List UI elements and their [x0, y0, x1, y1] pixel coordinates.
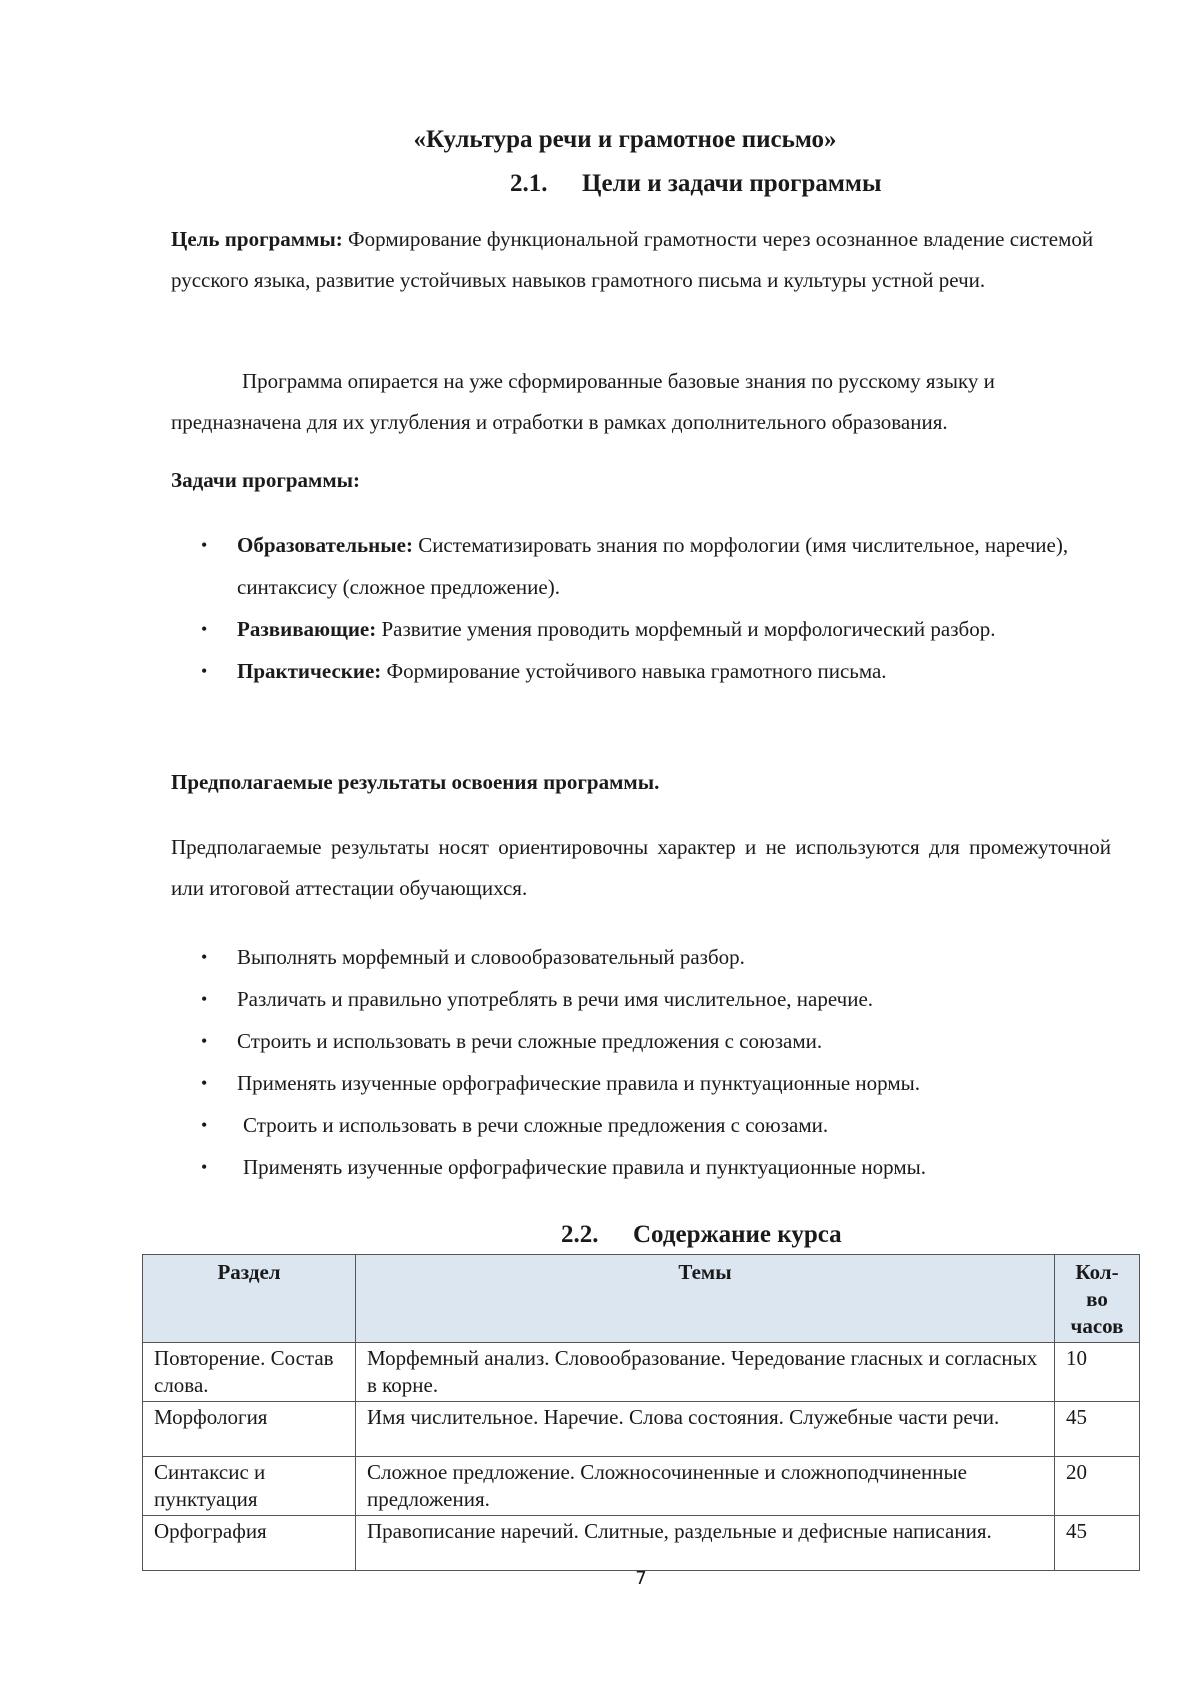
- task-text: Систематизировать знания по морфологии (имя числительное, наречие), синтаксису (сложное предложение).: [237, 533, 1069, 599]
- result-item: • Применять изученные орфографические правила и пунктуационные нормы.: [237, 1062, 1117, 1104]
- section-number: 2.2.: [561, 1221, 599, 1248]
- cell-hours: 20: [1055, 1457, 1140, 1516]
- bullet-icon: •: [201, 989, 208, 1009]
- cell-hours: 45: [1055, 1402, 1140, 1457]
- cell-topics: Сложное предложение. Сложносочиненные и сложноподчиненные предложения.: [356, 1457, 1055, 1516]
- task-text: Формирование устойчивого навыка грамотного письма.: [381, 659, 887, 683]
- task-item: [201, 608, 1117, 650]
- cell-section: Орфография: [143, 1516, 356, 1571]
- task-label: Образовательные:: [237, 533, 413, 557]
- table-row: [143, 1457, 1140, 1516]
- section-number: 2.1.: [510, 170, 548, 197]
- table-row: [143, 1516, 1140, 1571]
- task-label: Практические:: [237, 659, 382, 683]
- cell-section: Морфология: [143, 1402, 356, 1457]
- goal-text: Формирование функциональной грамотности через осознанное владение системой русского языка, развитие устойчивых навыков грамотного письма и культуры устной речи.: [171, 227, 1094, 292]
- bullet-icon: •: [201, 1157, 208, 1177]
- cell-section: Синтаксис и пунктуация: [143, 1457, 356, 1516]
- goal-label: Цель программы:: [171, 227, 343, 251]
- section-title: Цели и задачи программы: [582, 170, 882, 197]
- task-item: [201, 650, 1117, 692]
- result-item: • Применять изученные орфографические правила и пунктуационные нормы.: [237, 1146, 1117, 1188]
- page-number: 7: [635, 1568, 647, 1589]
- tasks-heading: Задачи программы:: [171, 468, 361, 492]
- results-heading: Предполагаемые результаты освоения программы.: [171, 770, 660, 794]
- cell-hours: 45: [1055, 1516, 1140, 1571]
- section-heading-2-1: [510, 170, 881, 198]
- bullet-icon: •: [201, 1031, 208, 1051]
- table-row: [143, 1402, 1140, 1457]
- result-item: • Строить и использовать в речи сложные предложения с союзами.: [237, 1104, 1117, 1146]
- basis-paragraph: Программа опирается на уже сформированные базовые знания по русскому языку и предназначена для их углубления и отработки в рамках дополнительного образования.: [171, 369, 995, 434]
- task-label: Развивающие:: [237, 617, 377, 641]
- tasks-list: [201, 524, 1117, 692]
- bullet-icon: •: [201, 535, 208, 555]
- table-row: [143, 1343, 1140, 1402]
- section-heading-2-2: [561, 1221, 842, 1249]
- cell-hours: 10: [1055, 1343, 1140, 1402]
- header-hours: Кол-во часов: [1055, 1255, 1140, 1343]
- document-title: «Культура речи и грамотное письмо»: [413, 126, 837, 153]
- cell-topics: Правописание наречий. Слитные, раздельные и дефисные написания.: [356, 1516, 1055, 1571]
- header-section: Раздел: [143, 1255, 356, 1343]
- course-content-table: [142, 1254, 1140, 1571]
- goal-paragraph: [171, 219, 1111, 301]
- bullet-icon: •: [201, 661, 208, 681]
- task-item: [201, 524, 1117, 608]
- cell-topics: Морфемный анализ. Словообразование. Чередование гласных и согласных в корне.: [356, 1343, 1055, 1402]
- section-title: Содержание курса: [633, 1221, 842, 1248]
- bullet-icon: •: [201, 947, 208, 967]
- bullet-icon: •: [201, 1115, 208, 1135]
- header-topics: Темы: [356, 1255, 1055, 1343]
- result-item: • Строить и использовать в речи сложные предложения с союзами.: [237, 1020, 1117, 1062]
- result-item: • Выполнять морфемный и словообразовательный разбор.: [237, 936, 1117, 978]
- cell-topics: Имя числительное. Наречие. Слова состояния. Служебные части речи.: [356, 1402, 1055, 1457]
- bullet-icon: •: [201, 1073, 208, 1093]
- cell-section: Повторение. Состав слова.: [143, 1343, 356, 1402]
- results-list: [201, 936, 1117, 1188]
- table-header-row: [143, 1255, 1140, 1343]
- result-item: • Различать и правильно употреблять в речи имя числительное, наречие.: [237, 978, 1117, 1020]
- results-paragraph: Предполагаемые результаты носят ориентировочны характер и не используются для промежуточной или итоговой аттестации обучающихся.: [171, 835, 1111, 900]
- bullet-icon: •: [201, 619, 208, 639]
- task-text: Развитие умения проводить морфемный и морфологический разбор.: [376, 617, 996, 641]
